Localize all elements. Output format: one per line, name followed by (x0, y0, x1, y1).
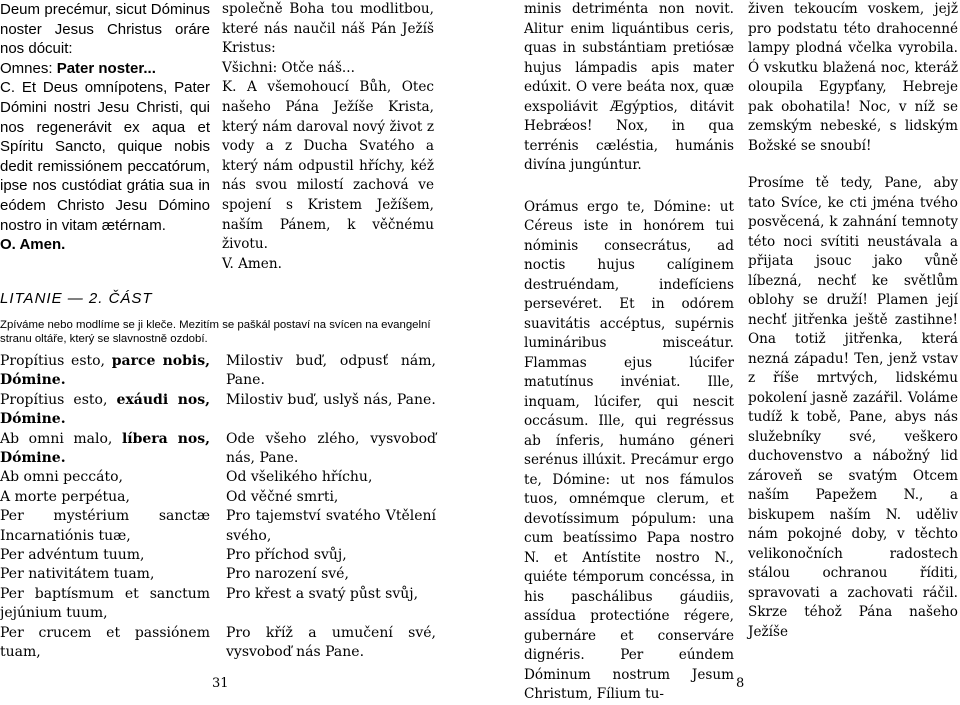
latin-top-text: minis detriménta non novit. Alitur enim liquántibus ceris, quas in substántiam pretiósæ hujus lámpadis apis mater edúxit. O vere beáta nox, quæ exspoliávit Ægýptios, ditávit Hebrǽos! Nox, in qua terrénis cæléstia, humánis divína jungúntur. (524, 1, 734, 173)
litany-czech-invocation: Pro křest a svatý půst svůj, (226, 585, 419, 602)
section-heading: LITANIE — 2. ČÁST (0, 290, 153, 307)
litany-row (0, 468, 436, 487)
litany-latin-invocation (0, 468, 210, 487)
latin-prayer: C. Et Deus omnípotens, Pater Dómini nostri Jesu Christi, qui nos regenerávit ex aqua et Spíritu Sancto, quique nobis dedit remissiónem peccatórum, ipse nos custódiat grátia sua in eódem Christo Jesu Dómino nostro in vitam ætérnam. (0, 79, 210, 234)
litany-latin-text: Per mystérium sanctæ Incarnatiónis tuæ, (0, 508, 210, 544)
czech-bottom-text: Prosíme tě tedy, Pane, aby tato Svíce, ke cti jména tvého posvěcená, k zahnání temnoty této noci svítiti neustávala a přijata jsouc jako vůně líbezná, nechť ke světlům oblohy se druží! Plamen její nechť jitřenka ještě zastihne! Ona totiž jitřenka, která nezná západu! Ten, jenž vstav z říše mrtvých, lidskému pokolení jasně zazářil. Voláme tudíž k tobě, Pane, abys nás služebníky své, veškero duchovenstvo a nábožný lid zároveň se svatým Otcem naším Papežem N., a biskupem naším N. uděliv nám pokojné doby, v těchto velikonočních radostech stálou ochranou říditi, spravovati a zachovati ráčil. Skrze téhož Pána našeho Ježíše (748, 175, 958, 640)
czech-intro: společně Boha tou modlitbou, které nás naučil náš Pán Ježíš Kristus: (222, 1, 434, 57)
litany-latin-text: Propítius esto, (0, 391, 117, 408)
left-latin-column (0, 0, 210, 255)
litany-czech-invocation: Od všelikého hříchu, (226, 469, 373, 486)
litany-row (0, 565, 436, 584)
left-czech-column (222, 0, 434, 274)
litany-czech-invocation: Pro tajemství svatého Vtělení svého, (226, 508, 436, 544)
litany-row (0, 546, 436, 565)
litany-row (0, 391, 436, 430)
litany-latin-invocation (0, 430, 210, 469)
litany-latin-invocation (0, 585, 210, 624)
czech-prayer: K. A všemohoucí Bůh, Otec našeho Pána Ježíše Krista, který nám daroval nový život z vody a z Ducha Svatého a který nám odpustil hříchy, kéž nás svou milostí zachová ve spojení s Kristem Ježíšem, naším Pánem, k věčnému životu. (222, 79, 434, 253)
rubric-text: Zpíváme nebo modlíme se ji kleče. Mezitím se paškál postaví na svícen na evangelní stranu oltáře, který se slavnostně ozdobí. (0, 319, 431, 345)
litany-row (0, 488, 436, 507)
litany-latin-text: A morte perpétua, (0, 488, 130, 505)
page-number-right: 8 (736, 676, 745, 691)
latin-intro: Deum precémur, sicut Dóminus noster Jesus Christus oráre nos dócuit: (0, 1, 210, 58)
litany-czech-invocation: Pro narození své, (226, 566, 349, 583)
litany-latin-text: Per crucem et passiónem tuam, (0, 624, 210, 661)
page-number-left: 31 (212, 676, 229, 691)
litany-latin-text: Per advéntum tuum, (0, 547, 145, 564)
litany-latin-invocation (0, 488, 210, 507)
litany-czech-invocation: Ode všeho zlého, vysvoboď nás, Pane. (226, 430, 436, 467)
litany-latin-invocation (0, 391, 210, 430)
litany-latin-response: exáudi nos, Dómine. (0, 391, 210, 428)
latin-bottom-text: Orámus ergo te, Dómine: ut Céreus iste in honórem tui nóminis consecrátus, ad noctis hujus calíginem destruéndam, indefíciens persevéret. Et in odórem suavitátis accéptus, supérnis lumináribus misceátur. Flammas ejus lúcifer matutínus invéniat. Ille, inquam, lúcifer, qui nescit occásum. Ille, qui regréssus ab ínferis, humáno géneri serénus illúxit. Precámur ergo te, Dómine: ut nos fámulos tuos, omnémque clerum, et devotíssimum pópulum: una cum beatíssimo Papa nostro N. et Antístite nostro N., quiéte témporum concéssa, in his paschálibus gáudiis, assídua protectióne régere, gubernáre et conserváre dignéris. Per eúndem Dóminum nostrum Jesum Christum, Fílium tu- (524, 198, 734, 702)
litany-latin-text: Ab omni peccáto, (0, 469, 123, 486)
litany-czech-invocation: Milostiv buď, odpusť nám, Pane. (226, 353, 436, 389)
litany-latin-invocation (0, 507, 210, 546)
litany-row (0, 507, 436, 546)
litany-latin-response: parce nobis, Dómine. (0, 353, 210, 389)
litany-row (0, 585, 436, 624)
litany-latin-text: Ab omni malo, (0, 430, 122, 447)
latin-response: Omnes: Pater noster... (0, 59, 156, 77)
litany-czech-invocation: Pro kříž a umučení své, vysvoboď nás Pane. (226, 624, 436, 661)
litany-latin-text: Per nativitátem tuam, (0, 566, 155, 583)
litany-row (0, 430, 436, 469)
czech-amen: V. Amen. (222, 255, 282, 272)
litany-latin-invocation (0, 624, 210, 663)
litany-row (0, 624, 436, 663)
litany-latin-invocation (0, 565, 210, 584)
litany-table (0, 352, 436, 663)
litany-czech-invocation: Milostiv buď, uslyš nás, Pane. (226, 391, 436, 408)
litany-latin-text: Per baptísmum et sanctum jejúnium tuum, (0, 585, 210, 622)
litany-row (0, 352, 436, 391)
litany-latin-text: Propítius esto, (0, 353, 112, 369)
czech-response: Všichni: Otče náš... (222, 59, 355, 76)
latin-amen: O. Amen. (0, 236, 66, 254)
litany-latin-invocation (0, 352, 210, 391)
right-czech-column (748, 0, 958, 642)
litany-latin-invocation (0, 546, 210, 565)
czech-top-text: živen tekoucím voskem, jejž pro podstatu této drahocenné lampy plodná včelka vyrobila. Ó vskutku blažená noc, kteráž oloupila Egypťany, Hebreje pak obohatila! Noc, v níž se zemským nebeské, s lidským Božské se snoubí! (748, 1, 958, 154)
litany-czech-invocation: Pro příchod svůj, (226, 547, 347, 564)
litany-czech-invocation: Od věčné smrti, (226, 488, 339, 505)
right-latin-column (524, 0, 734, 705)
litany-latin-response: líbera nos, Dómine. (0, 430, 210, 467)
